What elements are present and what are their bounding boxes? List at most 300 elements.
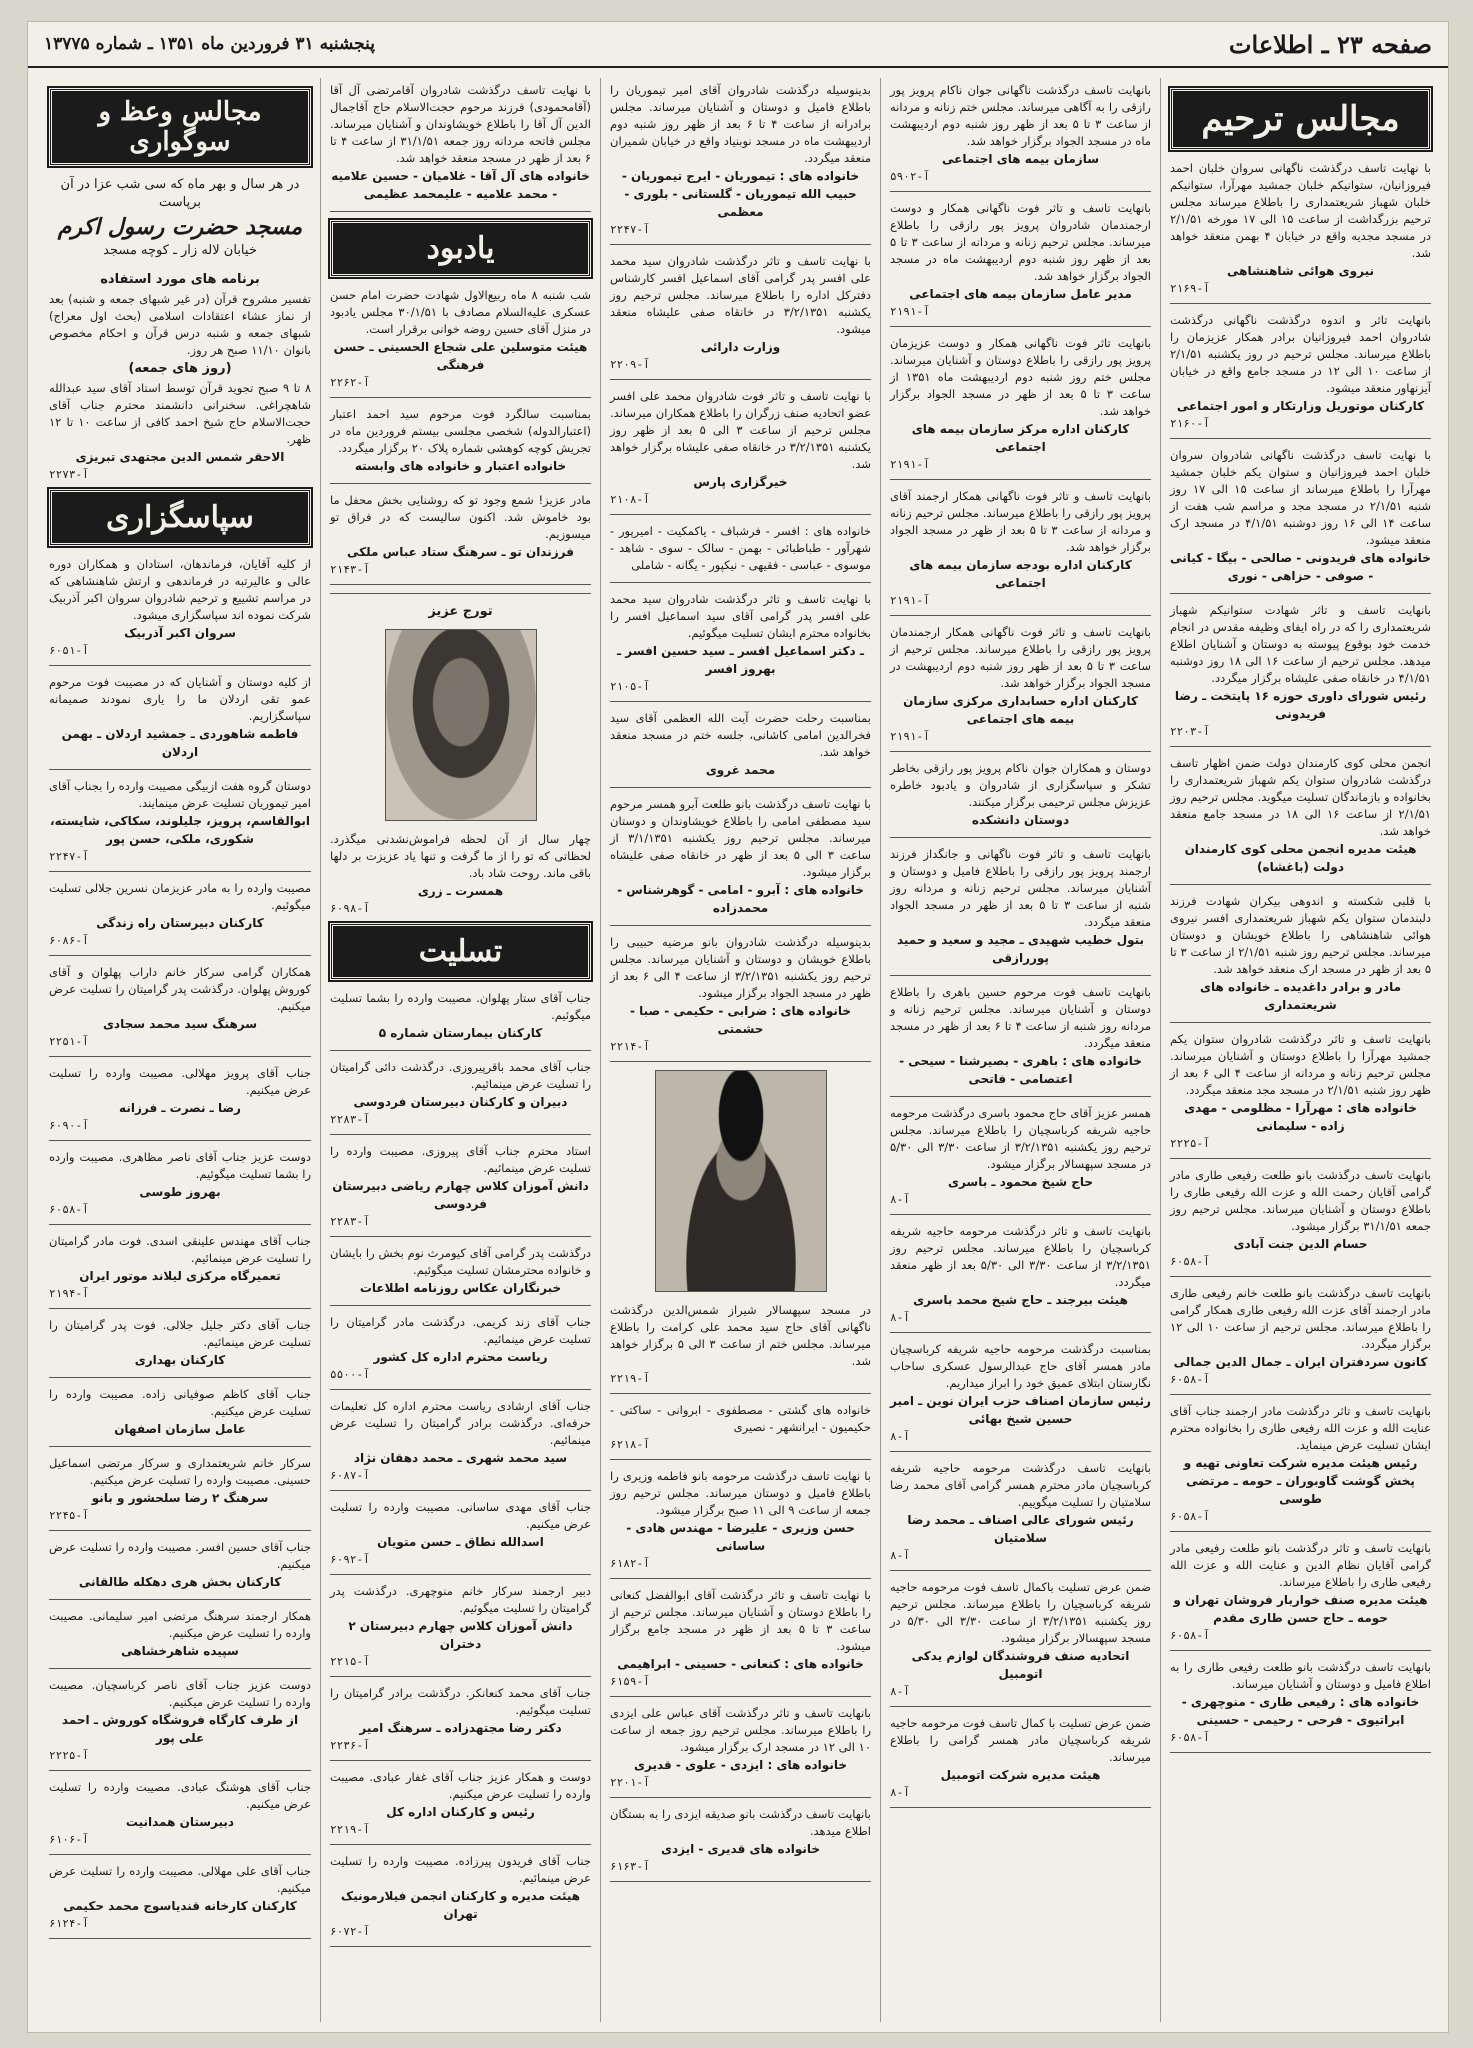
notice-item bbox=[890, 760, 1151, 829]
notice-code: آ-۲۱۹۴ bbox=[49, 1287, 89, 1300]
notice-item bbox=[1170, 602, 1431, 738]
notice-text: مصیبت وارده را به مادر عزیزمان نسرین جلالی تسلیت میگوئیم. bbox=[49, 881, 311, 912]
divider bbox=[330, 483, 591, 484]
notice-code: آ-۲۲۵۱ bbox=[49, 1035, 89, 1048]
notice-code: آ-۲۲۱۹ bbox=[610, 1372, 650, 1385]
notice-text: بانهایت تاسف درگذشت بانو صدیقه ایزدی را به بستگان اطلاع میدهد. bbox=[610, 1807, 871, 1838]
divider bbox=[1170, 884, 1431, 885]
notice-text: بانهایت تاسف و تاثر فوت ناگهانی همکار و دوست ارجمندمان شادروان پرویز پور رازقی را باطلاع میرساند. مجلس ترحیم زنانه و مردانه از ساعت ۳ تا ۵ بعد از ظهر روز شنبه دوم اردیبهشت ماه در مسجد الجواد برگزار خواهد شد. bbox=[890, 201, 1152, 283]
notice-code: آ-۵۵۰۰ bbox=[330, 1368, 370, 1381]
program-text: تفسیر مشروح قرآن (در غیر شبهای جمعه و شنبه) بعد از نماز عشاء اعتقادات اسلامی (بحث اول معراج) شبهای جمعه و شنبه درس قرآن و احکام مخصوص بانوان ۱۱/۱۰ صبح هر روز. bbox=[49, 292, 311, 357]
notice-signature: رئیس شورای داوری حوزه ۱۶ پایتخت ـ رضا فریدونی bbox=[1174, 689, 1427, 721]
notice-signature: سرهنگ سید محمد سجادی bbox=[102, 1017, 258, 1031]
section-banner-yadbud: یادبود bbox=[330, 220, 591, 277]
notice-signature: خانواده های آل آقا - غلامیان - حسین علامیه - محمد علامیه - علیمحمد عظیمی bbox=[331, 169, 590, 201]
poem-title: تورج عزیز bbox=[428, 604, 493, 619]
notice-signature: هیئت مدیره انجمن محلی کوی کارمندان دولت (باغشاه) bbox=[1184, 842, 1417, 874]
divider bbox=[330, 1050, 591, 1051]
notice-item bbox=[1170, 1659, 1431, 1744]
notice-code: آ-۵۹۰۲ bbox=[890, 170, 930, 183]
divider bbox=[610, 1578, 871, 1579]
divider bbox=[49, 1530, 311, 1531]
notice-item bbox=[49, 1779, 311, 1846]
notice-item bbox=[330, 1499, 591, 1566]
notice-item bbox=[610, 1587, 871, 1688]
divider bbox=[890, 479, 1151, 480]
notice-code: آ-۲۱۰۸ bbox=[610, 493, 650, 506]
divider bbox=[49, 1770, 311, 1771]
notice-code: آ-۶۱۰۶ bbox=[49, 1833, 89, 1846]
notice-code: آ-۲۲۰۳ bbox=[1170, 725, 1210, 738]
divider bbox=[330, 1946, 591, 1947]
notice-code: آ-۶۲۱۸ bbox=[610, 1438, 650, 1451]
notice-signature: رئیس سازمان اصناف حزب ایران نوین ـ امیر حسین شیخ بهائی bbox=[890, 1394, 1151, 1426]
divider bbox=[890, 1706, 1151, 1707]
notice-code: آ-۲۱۶۹ bbox=[1170, 282, 1210, 295]
notice-text: خانواده های گشتی - مصطفوی - ابروانی - ساکتی - حکیمیون - ایرانشهر - نصیری bbox=[610, 1403, 871, 1434]
notice-item bbox=[610, 796, 871, 917]
section-banner-sepasgozari: سپاسگزاری bbox=[49, 489, 311, 546]
col4-notices-top bbox=[330, 82, 591, 212]
notice-signature: بهروز طوسی bbox=[139, 1185, 221, 1199]
notice-code: آ-۶۰۸۶ bbox=[49, 934, 89, 947]
notice-item bbox=[330, 406, 591, 475]
notice-text: بدینوسیله درگذشت شادروان آقای امیر تیموریان را باطلاع فامیل و دوستان و آشنایان میرساند. مجلس برادرانه از ساعت ۴ تا ۶ بعد از ظهر روز شنبه دوم اردیبهشت ماه در مسجد نوبنیاد واقع در خیابان شمیران منعقد میگردد. bbox=[610, 83, 871, 165]
divider bbox=[330, 593, 591, 594]
notice-text: جناب آقای حسین افسر. مصیبت وارده را تسلیت عرض میکنیم. bbox=[49, 1540, 311, 1571]
notice-signature: خانواده های قدیری - ایزدی bbox=[660, 1842, 821, 1856]
friday-text: ۸ تا ۹ صبح تجوید قرآن توسط استاد آقای سید عبدالله شاهچراغی. سخنرانی دانشمند محترم جناب آقای حجت‌الاسلام حاج شیخ احمد کافی از ساعت ۱۰ تا ۱۲ ظهر. bbox=[49, 381, 312, 446]
notice-signature: ـ دکتر اسماعیل افسر ـ سید حسین افسر ـ بهروز افسر bbox=[617, 644, 864, 676]
notice-item bbox=[49, 1317, 311, 1369]
notice-signature: خیرگزاری پارس bbox=[693, 475, 788, 489]
notice-code: آ-۲۱۹۱ bbox=[890, 730, 930, 743]
notice-text: با نهایت تاسف درگذشت ناگهانی سروان خلبان احمد فیروزانیان، ستوانیکم خلبان جمشید مهرآرا، ستوانیکم خلبان شهباز شریعتمداری را باطلاع میرساند مجلس ترحیم بزرگداشت از ساعت ۱۵ الی ۱۷ مورخه ۲/۱/۵۱ در مسجد مجدیه واقع در خیابان ۴ بهمن منعقد خواهد شد. bbox=[1170, 161, 1432, 260]
notice-item bbox=[610, 82, 871, 236]
notice-code: آ-۸ bbox=[890, 1786, 910, 1799]
calligraphy-subtitle: در هر سال و بهر ماه که سی شب عزا در آن برپاست bbox=[60, 177, 300, 210]
notice-item bbox=[610, 1468, 871, 1570]
notice-code: آ-۸ bbox=[890, 1685, 910, 1698]
notice-text: مادر عزیز! شمع وجود تو که روشنایی بخش محفل ما بود خاموش شد. اکنون سالیست که در فراق تو میسوزیم. bbox=[330, 493, 591, 541]
notice-text: جناب آقای علی مهلالی. مصیبت وارده را تسلیت عرض میکنیم. bbox=[49, 1864, 311, 1895]
col4-tasliyat-notices bbox=[330, 990, 591, 1947]
notice-item bbox=[49, 1539, 311, 1591]
section-banner-majales-tarhim: مجالس ترحیم bbox=[1170, 88, 1431, 150]
notice-signature: کارکنان موتوریل وزارتکار و امور اجتماعی bbox=[1176, 399, 1425, 413]
notice-item bbox=[1170, 447, 1431, 585]
notice-item bbox=[49, 674, 311, 761]
notice-item bbox=[890, 984, 1151, 1088]
notice-item bbox=[1170, 1540, 1431, 1642]
divider bbox=[49, 1668, 311, 1669]
notice-signature: خانواده های : آبرو - امامی - گوهرشناس - محمدزاده bbox=[617, 883, 864, 915]
divider bbox=[610, 1696, 871, 1697]
divider bbox=[49, 1377, 311, 1378]
notice-text: ضمن عرض تسلیت با کمال تاسف فوت مرحومه حاجیه شریفه کرباسچیان مادر همسر گرامی را باطلاع میرساند. bbox=[890, 1716, 1151, 1764]
divider bbox=[890, 615, 1151, 616]
notice-signature: دوستان دانشکده bbox=[971, 813, 1070, 827]
notice-signature: سروان اکبر آذربیک bbox=[124, 626, 236, 640]
notice-item bbox=[49, 1065, 311, 1132]
portrait-photo-elderly-man bbox=[655, 1070, 827, 1292]
notice-signature: رضا ـ نصرت ـ فرزانه bbox=[119, 1101, 241, 1115]
notice-signature: خانواده های : تیموریان - ایرج تیموریان - حبیب الله تیموریان - گلستانی - بلوری - معظمی bbox=[621, 169, 860, 219]
notice-item bbox=[890, 1579, 1151, 1698]
notice-text: بانهایت تاسف درگذشت بانو طلعت رفیعی طاری مادر گرامی آقایان رحمت الله و عزت الله رفیعی طاری را باطلاع دوستان و آشنایان میرساند. مجلس ترحیم روز جمعه ۳۱/۱/۵۱ برگزار میشود. bbox=[1170, 1168, 1431, 1233]
notice-text: جناب آقای پرویز مهلالی. مصیبت وارده را تسلیت عرض میکنیم. bbox=[49, 1066, 311, 1097]
notice-text: بمناسبت سالگرد فوت مرحوم سید احمد اعتبار (اعتبارالدوله) شخصی مجلسی بیستم فروردین ماه در تجریش کوچه کوهشی شماره پلاک ۲۰ برگزار میگردد. bbox=[330, 407, 591, 455]
notice-item bbox=[610, 523, 871, 574]
notice-text: جناب آقای ستار پهلوان. مصیبت وارده را بشما تسلیت میگوئیم. bbox=[330, 991, 591, 1022]
divider bbox=[610, 244, 871, 245]
notice-signature: رئیس و کارکنان اداره کل bbox=[386, 1805, 535, 1819]
notice-code: آ-۸ bbox=[890, 1549, 910, 1562]
divider bbox=[890, 1332, 1151, 1333]
notice-code: آ-۲۱۹۱ bbox=[890, 458, 930, 471]
notice-item bbox=[49, 880, 311, 947]
notice-text: با نهایت تاسف درگذشت شادروان آقامرتضی آل آقا (آقامحمودی) فرزند مرحوم حجت‌الاسلام حاج آقاجمال الدین آل آقا را باطلاع خویشاوندان و آشنایان میرساند. مجلس فاتحه مردانه روز جمعه ۳۱/۱/۵۱ از ساعت ۴ تا ۶ بعد از ظهر در مسجد منعقد خواهد شد. bbox=[330, 83, 591, 165]
notice-signature: هیئت بیرجند ـ حاج شیخ محمد باسری bbox=[913, 1293, 1128, 1307]
notice-signature: خانواده های فریدونی - صالحی - بیگا - کیانی - صوفی - حزاهی - نوری bbox=[1170, 551, 1431, 583]
divider bbox=[330, 1760, 591, 1761]
notice-signature: تعمیرگاه مرکزی لیلاند موتور ایران bbox=[79, 1269, 281, 1283]
divider bbox=[1170, 1531, 1431, 1532]
section-banner-majales-vaz: مجالس وعظ و سوگواری bbox=[49, 88, 311, 166]
notice-signature: فاطمه شاهوردی ـ جمشید اردلان ـ بهمن اردلان bbox=[61, 727, 299, 759]
notice-code: آ-۲۲۴۷ bbox=[610, 223, 650, 236]
notice-text: با نهایت تاسف درگذشت ناگهانی شادروان سروان خلبان احمد فیروزانیان و ستوان یکم خلبان جمشید مهرآرا را باطلاع میرساند از ساعت ۱۵ الی ۱۷ روز شنبه ۲/۱/۵۱ در مسجد مجد و مراسم شب هفت از ساعت ۱۴ الی ۱۶ روز دوشنبه ۴/۱/۵۱ در مسجد ارک منعقد میشود. bbox=[1170, 448, 1431, 547]
notice-code: آ-۲۲۰۹ bbox=[610, 358, 650, 371]
divider bbox=[49, 1938, 311, 1939]
notice-item bbox=[610, 1806, 871, 1873]
notice-item bbox=[330, 1143, 591, 1228]
divider bbox=[330, 1389, 591, 1390]
notice-item bbox=[330, 1245, 591, 1297]
notice-text: همکاران گرامی سرکار خانم داراب پهلوان و آقای کوروش پهلوان. درگذشت پدر گرامیتان را تسلیت عرض میکنیم. bbox=[49, 965, 311, 1013]
notice-signature: اسدالله نطاق ـ حسن متویان bbox=[377, 1535, 544, 1549]
divider bbox=[330, 211, 591, 212]
notice-signature: وزارت دارائی bbox=[700, 340, 781, 354]
notice-text: دوستان گروه هفت ازبیگی مصیبت وارده را بجناب آقای امیر تیموریان تسلیت عرض مینمایند. bbox=[49, 779, 311, 810]
notice-signature: خانواده های : رفیعی طاری - منوچهری - ابراتیوی - فرحی - رحیمی - حسینی bbox=[1181, 1695, 1420, 1727]
notice-item bbox=[1170, 755, 1431, 876]
notice-text: استاد محترم جناب آقای پیروزی. مصیبت وارده را تسلیت عرض مینمائیم. bbox=[330, 1144, 591, 1175]
notice-signature: کارکنان بخش هری دهکله طالقانی bbox=[78, 1575, 282, 1589]
notice-text: بانهایت تاسف درگذشت بانو طلعت رفیعی طاری را به اطلاع فامیل و دوستان و آشنایان میرساند. bbox=[1170, 1660, 1431, 1691]
column-5 bbox=[40, 78, 320, 2022]
col5-sepas-notices bbox=[49, 556, 311, 1939]
notice-item bbox=[1170, 1031, 1431, 1150]
notice-signature: هیئت متوسلین علی شجاع الحسینی ـ حسن فرهنگی bbox=[333, 340, 588, 372]
notice-item bbox=[330, 287, 591, 389]
notice-code: آ-۶۰۵۸ bbox=[1170, 1510, 1210, 1523]
notice-item bbox=[890, 1715, 1151, 1799]
notice-signature: مادر و برادر داغدیده ـ خانواده های شریعتمداری bbox=[1199, 980, 1402, 1012]
notice-item bbox=[49, 1149, 311, 1216]
notice-signature: ریاست محترم اداره کل کشور bbox=[373, 1350, 548, 1364]
notice-text: سرکار خانم شریعتمداری و سرکار مرتضی اسماعیل حسینی. مصیبت وارده را تسلیت عرض میکنیم. bbox=[49, 1456, 311, 1487]
divider bbox=[1170, 1394, 1431, 1395]
notice-text: بانهایت تاسف و تاثر فوت ناگهانی همکار ارجمند آقای پرویز پور رازقی را باطلاع میرساند. مجلس ترحیم زنانه و مردانه از ساعت ۳ تا ۵ بعد از ظهر در مسجد الجواد برگزار خواهد شد. bbox=[890, 489, 1151, 554]
notice-text: جناب آقای محمد باقرپیروزی. درگذشت دائی گرامیتان را تسلیت عرض مینمائیم. bbox=[330, 1060, 591, 1091]
divider bbox=[49, 1446, 311, 1447]
poem-code: آ-۶۰۹۸ bbox=[330, 902, 370, 915]
notice-code: آ-۲۱۹۱ bbox=[890, 594, 930, 607]
divider bbox=[49, 1140, 311, 1141]
notice-text: شب شنبه ۸ ماه ربیع‌الاول شهادت حضرت امام حسن عسکری علیه‌السلام مصادف با ۳۰/۱/۵۱ مجلس یادبود در منزل آقای حسین روضه خوانی برقرار است. bbox=[330, 288, 592, 336]
notice-signature: کارکنان اداره بودجه سازمان بیمه های اجتماعی bbox=[909, 558, 1132, 590]
notice-item bbox=[330, 1059, 591, 1126]
notice-item bbox=[890, 1460, 1151, 1562]
divider bbox=[610, 1797, 871, 1798]
notice-item bbox=[330, 1685, 591, 1752]
notice-code: آ-۲۲۶۲ bbox=[330, 376, 370, 389]
notice-code: آ-۶۰۵۸ bbox=[1170, 1731, 1210, 1744]
divider bbox=[49, 1056, 311, 1057]
notice-item bbox=[49, 556, 311, 657]
notice-signature: دبیران و کارکنان دبیرستان فردوسی bbox=[353, 1095, 568, 1109]
notice-text: درگذشت پدر گرامی آقای کیومرث نوم بخش را بایشان و خانواده محترمشان تسلیت میگوئیم. bbox=[330, 1246, 591, 1277]
divider bbox=[330, 1490, 591, 1491]
notice-text: دوست عزیز جناب آقای ناصر مظاهری. مصیبت وارده را بشما تسلیت میگوئیم. bbox=[49, 1150, 311, 1181]
divider bbox=[1170, 438, 1431, 439]
poem-notice bbox=[330, 602, 591, 915]
divider bbox=[610, 787, 871, 788]
notice-signature: دکتر رضا مجتهدزاده ـ سرهنگ امیر bbox=[359, 1721, 562, 1735]
notice-signature: کارکنان بیمارستان شماره ۵ bbox=[378, 1026, 543, 1040]
notice-text: از کلیه دوستان و آشنایان که در مصیبت فوت مرحوم عمو تقی اردلان ما را یاری نمودند صمیمانه سپاسگزاریم. bbox=[49, 675, 311, 723]
notice-code: آ-۲۲۱۹ bbox=[330, 1823, 370, 1836]
divider bbox=[890, 1214, 1151, 1215]
divider bbox=[890, 1451, 1151, 1452]
notice-code: آ-۶۰۵۱ bbox=[49, 644, 89, 657]
notice-text: با نهایت تاسف درگذشت مرحومه بانو فاطمه وزیری را باطلاع فامیل و دوستان میرساند. مجلس ترحیم روز جمعه از ساعت ۹ الی ۱۱ صبح برگزار میشود. bbox=[610, 1469, 871, 1517]
divider bbox=[610, 1881, 871, 1882]
notice-signature: سازمان بیمه های اجتماعی bbox=[941, 152, 1100, 166]
program-title: برنامه های مورد استفاده bbox=[100, 272, 260, 287]
divider bbox=[1170, 1022, 1431, 1023]
notice-item bbox=[610, 1402, 871, 1451]
calligraphy-mosque-name: مسجد حضرت رسول اکرم bbox=[57, 214, 303, 240]
notice-code: آ-۲۱۹۱ bbox=[890, 305, 930, 318]
divider bbox=[610, 379, 871, 380]
notice-item bbox=[610, 388, 871, 506]
notice-signature: حاج شیخ محمود ـ باسری bbox=[947, 1175, 1094, 1189]
notice-text: جناب آقای محمد کنعانکر. درگذشت برادر گرامیتان را تسلیت میگوئیم. bbox=[330, 1686, 591, 1717]
notice-text: بدینوسیله درگذشت شادروان بانو مرضیه حبیبی را باطلاع خویشان و دوستان و آشنایان میرساند. مجلس ترحیم روز یکشنبه ۳/۲/۱۳۵۱ از ساعت ۴ الی ۶ بعد از ظهر در مسجد الجواد برگزار میشود. bbox=[610, 935, 871, 1000]
notice-item bbox=[890, 1223, 1151, 1324]
friday-signature: الاحقر شمس الدین مجتهدی تبریزی bbox=[75, 450, 285, 464]
notice-item bbox=[610, 710, 871, 779]
col4-yadbud-notices bbox=[330, 287, 591, 585]
notice-item bbox=[890, 488, 1151, 607]
notice-code: آ-۲۲۸۳ bbox=[330, 1113, 370, 1126]
divider bbox=[330, 1574, 591, 1575]
divider bbox=[610, 1061, 871, 1062]
notice-signature: خانواده های : باهری - بصیرشنا - سیحی - اعتصامی - فاتحی bbox=[899, 1054, 1142, 1086]
notice-signature: سید محمد شهری ـ محمد دهقان نژاد bbox=[353, 1451, 568, 1465]
notice-code: آ-۲۲۳۶ bbox=[330, 1739, 370, 1752]
notice-signature: کانون سردفتران ایران ـ جمال الدین جمالی bbox=[1173, 1355, 1428, 1369]
notice-text: بانهایت تاسف و تاثر شهادت ستوانیکم شهباز شریعتمداری را که در راه ایفای وظیفه مقدس در انجام خدمت خود بوقوع پیوسته به دوستان و آشنایان اطلاع میدهد. مجلس ترحیم از ساعت ۱۶ الی ۱۸ روز دوشنبه ۴/۱/۵۱ در خانقاه صفی علیشاه برگزار میگردد. bbox=[1170, 603, 1431, 685]
notice-signature: سرهنگ ۲ رضا سلحشور و بانو bbox=[91, 1491, 269, 1505]
notice-code: آ-۲۲۸۳ bbox=[330, 1215, 370, 1228]
notice-code: آ-۲۲۴۷ bbox=[49, 850, 89, 863]
notice-signature: محمد غروی bbox=[705, 763, 776, 777]
notice-item bbox=[330, 492, 591, 576]
notice-code: آ-۶۰۸۷ bbox=[330, 1469, 370, 1482]
col1-notices bbox=[1170, 160, 1431, 1753]
notice-signature: بتول خطیب شهیدی ـ مجید و سعید و حمید پوررازقی bbox=[896, 933, 1145, 965]
notice-text: ضمن عرض تسلیت باکمال تاسف فوت مرحومه حاجیه شریفه کرباسچیان را باطلاع میرساند. مجلس ترحیم روز یکشنبه ۳/۲/۱۳۵۱ از ساعت ۳/۳۰ الی ۵/۳۰ در مسجد سپهسالار برگزار میشود. bbox=[890, 1580, 1151, 1645]
notice-item bbox=[49, 1455, 311, 1522]
divider bbox=[610, 1459, 871, 1460]
divider bbox=[49, 871, 311, 872]
divider bbox=[890, 191, 1151, 192]
notice-text: دوست عزیز جناب آقای ناصر کرباسچیان. مصیبت وارده را تسلیت عرض میکنیم. bbox=[49, 1678, 311, 1709]
divider bbox=[330, 397, 591, 398]
masthead bbox=[28, 22, 1448, 68]
column-4 bbox=[320, 78, 600, 2022]
notice-text: بانهایت تاثر و اندوه درگذشت ناگهانی درگذشت شادروان احمد فیروزانیان برادر همکار عزیزمان را باطلاع میرساند. مجلس ترحیم در روز یکشنبه ۲/۱/۵۱ از ساعت ۱۰ الی ۱۲ در مسجد جامع واقع در خیابان آیزنهاور منعقد میشود. bbox=[1170, 313, 1431, 395]
notice-text: با نهایت تاسف و تاثر درگذشت شادروان سید محمد علی افسر پدر گرامی آقای سید اسماعیل افسر را بخانواده محترم ایشان تسلیت میگوئیم. bbox=[610, 592, 871, 640]
notice-item bbox=[49, 1863, 311, 1930]
divider bbox=[610, 925, 871, 926]
notice-text: بانهایت تاسف و تاثر درگذشت مرحومه حاجیه شریفه کرباسچیان را باطلاع میرساند. مجلس ترحیم روز ۳/۲/۱۳۵۱ از ساعت ۳/۳۰ الی ۵/۳۰ بعد از ظهر منعقد میگردد. bbox=[890, 1224, 1151, 1289]
notice-item bbox=[610, 1705, 871, 1789]
notice-text: همکار ارجمند سرهنگ مرتضی امیر سلیمانی. مصیبت وارده را تسلیت عرض میکنیم. bbox=[49, 1609, 311, 1640]
divider bbox=[49, 955, 311, 956]
notice-item bbox=[49, 1677, 311, 1762]
notice-signature: دانش آموزان کلاس چهارم ریاضی دبیرستان فردوسی bbox=[332, 1179, 589, 1211]
notice-code: آ-۶۱۸۲ bbox=[610, 1557, 650, 1570]
divider bbox=[49, 1599, 311, 1600]
column-3 bbox=[600, 78, 880, 2022]
notice-item bbox=[1170, 1403, 1431, 1523]
notice-text: بمناسبت درگذشت مرحومه حاجیه شریفه کرباسچیان مادر همسر آقای حاج عبدالرسول عسکری ساحاب نگارستان ابتلای عمیق خود را ابراز میداریم. bbox=[890, 1342, 1151, 1390]
notice-item bbox=[610, 1302, 871, 1385]
notice-text: بانهایت تاسف و تاثر درگذشت شادروان ستوان یکم جمشید مهرآرا را باطلاع دوستان و آشنایان میرساند. مجلس ترحیم زنانه و مردانه از ساعت ۴ الی ۶ بعد از ظهر روز شنبه ۲/۱/۵۱ در مسجد مجد منعقد میگردد. bbox=[1170, 1032, 1431, 1097]
columns bbox=[36, 78, 1440, 2022]
notice-item bbox=[890, 624, 1151, 743]
notice-item bbox=[890, 1341, 1151, 1443]
notice-code: آ-۶۱۶۳ bbox=[610, 1860, 650, 1873]
page-number-title: صفحه ۲۳ ـ اطلاعات bbox=[1228, 29, 1432, 59]
notice-code: آ-۶۱۵۹ bbox=[610, 1675, 650, 1688]
divider bbox=[890, 975, 1151, 976]
notice-item bbox=[49, 778, 311, 863]
notice-text: با نهایت تاسف و تاثر فوت شادروان محمد علی افسر عضو اتحادیه صنف زرگران را باطلاع همکاران میرساند. مجلس ترحیم از ساعت ۳ الی ۵ بعد از ظهر روز یکشنبه ۳/۲/۱۳۵۱ در خانقاه صفی علیشاه برگزار خواهد شد. bbox=[610, 389, 872, 471]
notice-signature: نیروی هوائی شاهنشاهی bbox=[1227, 264, 1374, 278]
notice-code: آ-۲۲۲۵ bbox=[1170, 1137, 1210, 1150]
notice-code: آ-۶۰۹۰ bbox=[49, 1119, 89, 1132]
notice-text: بمناسبت رحلت حضرت آیت الله العظمی آقای سید فخرالدین امامی کاشانی، جلسه ختم در مسجد منعقد خواهد شد. bbox=[610, 711, 871, 759]
notice-item bbox=[1170, 1285, 1431, 1386]
notice-code: آ-۲۲۰۱ bbox=[610, 1776, 650, 1789]
notice-code: آ-۶۱۲۴ bbox=[49, 1917, 89, 1930]
newspaper-page bbox=[28, 22, 1448, 2032]
friday-title: (روز های جمعه) bbox=[128, 361, 232, 376]
divider bbox=[610, 1393, 871, 1394]
notice-text: بانهایت تاسف و تاثر درگذشت آقای عباس علی ایزدی را باطلاع میرساند. مجلس ترحیم روز جمعه از ساعت ۱۰ الی ۱۲ در مسجد ارک برگزار میشود. bbox=[610, 1706, 871, 1754]
notice-text: با نهایت تاسف درگذشت بانو طلعت آبرو همسر مرحوم سید مصطفی امامی را باطلاع خویشاوندان و دوستان میرساند. مجلس ترحیم روز یکشنبه ۳/۱/۱۳۵۱ از ساعت ۳ الی ۵ بعد از ظهر در خانقاه صفی علیشاه برگزار میشود. bbox=[610, 797, 871, 879]
notice-code: آ-۸ bbox=[890, 1311, 910, 1324]
notice-text: بانهایت تاسف درگذشت ناگهانی جوان ناکام پرویز پور رازقی را به آگاهی میرساند. مجلس ختم زنانه و مردانه از ساعت ۳ تا ۵ بعد از ظهر روز شنبه دوم اردیبهشت ماه در مسجد الجواد برگزار خواهد شد. bbox=[890, 83, 1152, 148]
notice-code: آ-۲۲۱۴ bbox=[610, 1040, 650, 1053]
notice-text: بانهایت تاسف و تاثر درگذشت بانو طلعت رفیعی مادر گرامی آقایان نظام الدین و عنایت الله و عزت الله رفیعی طاری را باطلاع میرساند. bbox=[1170, 1541, 1431, 1589]
column-1 bbox=[1160, 78, 1440, 2022]
notice-code: آ-۶۰۷۲ bbox=[330, 1925, 370, 1938]
notice-item bbox=[610, 253, 871, 371]
notice-text: با قلبی شکسته و اندوهی بیکران شهادت فرزند دلبندمان ستوان یکم شهباز شریعتمداری افسر نیروی هوائی شاهنشاهی را باطلاع خویشان و دوستان میرساند. مجلس ترحیم روز شنبه ۲/۱/۵۱ از ساعت ۳ تا ۵ بعد از ظهر در مسجد ارک منعقد خواهد شد. bbox=[1170, 894, 1431, 976]
notice-signature: خبرنگاران عکاس روزنامه اطلاعات bbox=[359, 1281, 562, 1295]
notice-signature: دانش آموزان کلاس چهارم دبیرستان ۲ دختران bbox=[348, 1619, 573, 1651]
notice-item bbox=[330, 1583, 591, 1668]
divider bbox=[49, 665, 311, 666]
col2-notices bbox=[890, 82, 1151, 1808]
notice-code: آ-۸ bbox=[890, 1193, 910, 1206]
mosque-calligraphy bbox=[49, 176, 311, 260]
notice-signature: خانواده های : مهرآرا - مظلومی - مهدی زاده - سلیمانی bbox=[1184, 1101, 1417, 1133]
notice-code: آ-۲۲۴۵ bbox=[49, 1509, 89, 1522]
notice-code: آ-۲۲۱۵ bbox=[330, 1655, 370, 1668]
notice-item bbox=[890, 82, 1151, 183]
divider bbox=[330, 1236, 591, 1237]
notice-text: بانهایت تاسف درگذشت بانو طلعت خانم رفیعی طاری مادر ارجمند آقای عزت الله رفیعی طاری همکار گرامی را باطلاع میرساند. مجلس ترحیم از ساعت ۱۰ الی ۱۲ برگزار میگردد. bbox=[1170, 1286, 1431, 1351]
notice-item bbox=[330, 82, 591, 203]
calligraphy-address: خیابان لاله زار ـ کوچه مسجد bbox=[103, 243, 257, 258]
notice-text: بانهایت تاسف درگذشت مرحومه حاجیه شریفه کرباسچیان مادر محترم همسر گرامی آقای محمد رضا سلامتیان را تسلیت میگوییم. bbox=[890, 1461, 1151, 1509]
notice-signature: کارکنان دبیرستان راه زندگی bbox=[96, 916, 264, 930]
divider bbox=[1170, 746, 1431, 747]
notice-item bbox=[1170, 893, 1431, 1014]
notice-text: جناب آقای کاظم صوفیانی زاده. مصیبت وارده را تسلیت عرض میکنیم. bbox=[49, 1387, 311, 1418]
notice-code: آ-۶۰۵۸ bbox=[49, 1203, 89, 1216]
notice-text: با نهایت تاسف و تاثر درگذشت آقای ابوالفضل کنعانی را باطلاع دوستان و آشنایان میرساند. مجلس ترحیم از ساعت ۳ تا ۵ بعد از ظهر در مسجد جامع برگزار میشود. bbox=[610, 1588, 872, 1653]
notice-text: بانهایت تاسف و تاثر فوت ناگهانی همکار ارجمندمان پرویز پور رازقی را باطلاع میرساند. مجلس ترحیم از ساعت ۳ تا ۵ بعد از ظهر روز شنبه دوم اردیبهشت در مسجد الجواد برگزار خواهد شد. bbox=[890, 625, 1152, 690]
notice-text: خانواده های : افسر - فرشباف - یاکمکیت - امیرپور - شهرآور - طباطبائی - بهمن - سالک - سوی - شاهد - موسوی - عباسی - فقیهی - نیکپور - یگانه - شاملی bbox=[610, 524, 871, 572]
notice-signature: کارکنان بهداری bbox=[134, 1353, 226, 1367]
notice-signature: ابوالقاسم، پرویز، جلیلوند، سکاکی، شایسته، شکوری، ملکی، حسن پور bbox=[50, 814, 310, 846]
column-2 bbox=[880, 78, 1160, 2022]
divider bbox=[610, 514, 871, 515]
notice-signature: مدیر عامل سازمان بیمه های اجتماعی bbox=[909, 287, 1132, 301]
divider bbox=[49, 769, 311, 770]
notice-text: بانهایت تاسف و تاثر درگذشت مادر ارجمند جناب آقای عنایت الله و عزت الله رفیعی طاری را بخانواده محترم ایشان تسلیت عرض مینماید. bbox=[1170, 1404, 1431, 1452]
notice-text: جناب آقای مهندس علینقی اسدی. فوت مادر گرامیتان را تسلیت عرض مینمائیم. bbox=[49, 1234, 311, 1265]
notice-signature: کارکنان اداره مرکز سازمان بیمه های اجتماعی bbox=[911, 422, 1130, 454]
notice-item bbox=[1170, 160, 1431, 295]
poem-text: چهار سال از آن لحظه فراموش‌نشدنی میگذرد. لحظاتی که تو را از ما گرفت و تنها یاد عزیزت بر دلها باقی ماند. روحت شاد باد. bbox=[330, 832, 591, 880]
divider bbox=[49, 1854, 311, 1855]
notice-item bbox=[890, 1105, 1151, 1206]
notice-text: بانهایت تاسف فوت مرحوم حسین باهری را باطلاع دوستان و آشنایان میرساند. مجلس ترحیم زنانه و مردانه روز شنبه از ساعت ۴ تا ۶ بعد از ظهر در مسجد منعقد میگردد. bbox=[890, 985, 1151, 1050]
notice-code: آ-۲۲۲۵ bbox=[49, 1749, 89, 1762]
divider bbox=[1170, 1650, 1431, 1651]
notice-signature: سپیده شاهرخشاهی bbox=[121, 1644, 239, 1658]
notice-signature: کارکنان اداره حسابداری مرکزی سازمان بیمه های اجتماعی bbox=[903, 694, 1138, 726]
divider bbox=[890, 751, 1151, 752]
notice-text: جناب آقای فریدون پیرزاده. مصیبت وارده را تسلیت عرض مینمائیم. bbox=[330, 1854, 591, 1885]
notice-item bbox=[330, 1853, 591, 1938]
notice-item bbox=[49, 1386, 311, 1438]
notice-code: آ-۸ bbox=[890, 1430, 910, 1443]
notice-item bbox=[890, 846, 1151, 967]
notice-signature: رئیس شورای عالی اصناف ـ محمد رضا سلامتیان bbox=[907, 1513, 1134, 1545]
notice-text: از کلیه آقایان، فرماندهان، استادان و همکاران دوره عالی و عالیرتبه در فرماندهی و ارتش شاهنشاهی که در مراسم تشییع و ترحیم شادروان سروان اکبر آذربیک شرکت نموده اند سپاسگزاری میشود. bbox=[49, 557, 311, 622]
notice-text: دوستان و همکاران جوان ناکام پرویز پور رازقی بخاطر تشکر و سپاسگزاری از شادروان و یادبود خاطره عزیزش مجلس ترحیمی برگزار میکنند. bbox=[890, 761, 1151, 809]
